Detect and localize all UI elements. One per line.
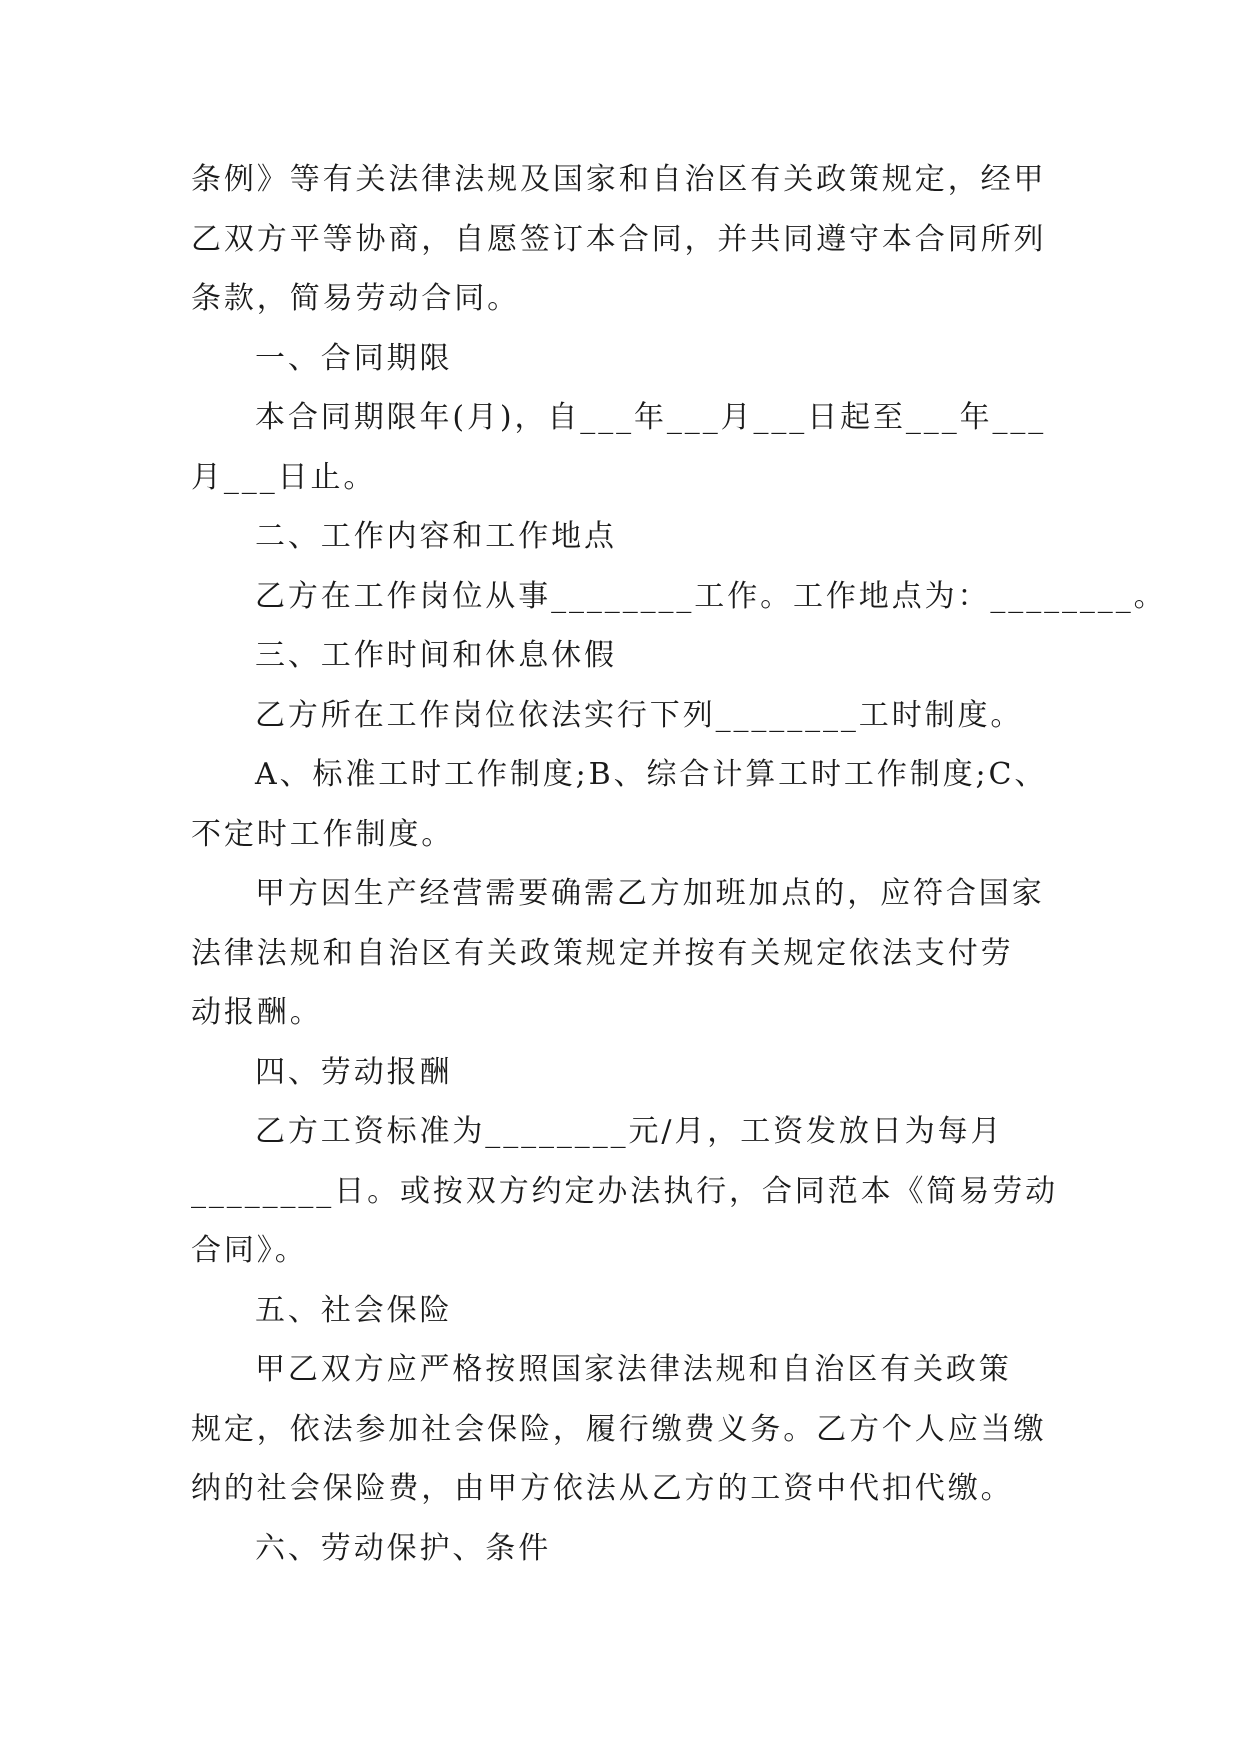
paragraph-line: 规定，依法参加社会保险，履行缴费义务。乙方个人应当缴 bbox=[191, 1411, 1047, 1447]
section-heading-labor-protection: 六、劳动保护、条件 bbox=[255, 1530, 552, 1566]
paragraph-line: 动报酬。 bbox=[191, 995, 323, 1030]
paragraph-line: 月___日止。 bbox=[191, 459, 377, 495]
paragraph-line: 不定时工作制度。 bbox=[191, 816, 455, 852]
paragraph-line: 乙双方平等协商，自愿签订本合同，并共同遵守本合同所列 bbox=[191, 221, 1047, 257]
paragraph-line: 纳的社会保险费，由甲方依法从乙方的工资中代扣代缴。 bbox=[191, 1471, 1014, 1506]
paragraph-line: A、标准工时工作制度;B、综合计算工时工作制度;C、 bbox=[255, 757, 1048, 792]
section-heading-social-insurance: 五、社会保险 bbox=[255, 1292, 453, 1328]
section-heading-contract-term: 一、合同期限 bbox=[255, 340, 453, 376]
section-heading-work-hours: 三、工作时间和休息休假 bbox=[255, 638, 617, 673]
section-heading-remuneration: 四、劳动报酬 bbox=[255, 1054, 453, 1090]
paragraph-line: 甲方因生产经营需要确需乙方加班加点的，应符合国家 bbox=[255, 876, 1045, 911]
paragraph-line: ________日。或按双方约定办法执行，合同范本《简易劳动 bbox=[191, 1173, 1058, 1209]
paragraph-line: 法律法规和自治区有关政策规定并按有关规定依法支付劳 bbox=[191, 935, 1014, 971]
paragraph-line: 乙方所在工作岗位依法实行下列________工时制度。 bbox=[255, 697, 1024, 733]
section-heading-work-content: 二、工作内容和工作地点 bbox=[255, 519, 617, 554]
paragraph-line: 合同》。 bbox=[191, 1233, 308, 1268]
paragraph-line: 本合同期限年(月)，自___年___月___日起至___年___ bbox=[255, 400, 1047, 435]
paragraph-line: 条例》等有关法律法规及国家和自治区有关政策规定，经甲 bbox=[191, 162, 1047, 197]
paragraph-line: 条款，简易劳动合同。 bbox=[191, 281, 520, 316]
paragraph-line: 乙方在工作岗位从事________工作。工作地点为：________。 bbox=[255, 578, 1167, 614]
document-body bbox=[191, 150, 1167, 1578]
paragraph-line: 甲乙双方应严格按照国家法律法规和自治区有关政策 bbox=[255, 1352, 1012, 1387]
paragraph-line: 乙方工资标准为________元/月，工资发放日为每月 bbox=[255, 1114, 1004, 1149]
